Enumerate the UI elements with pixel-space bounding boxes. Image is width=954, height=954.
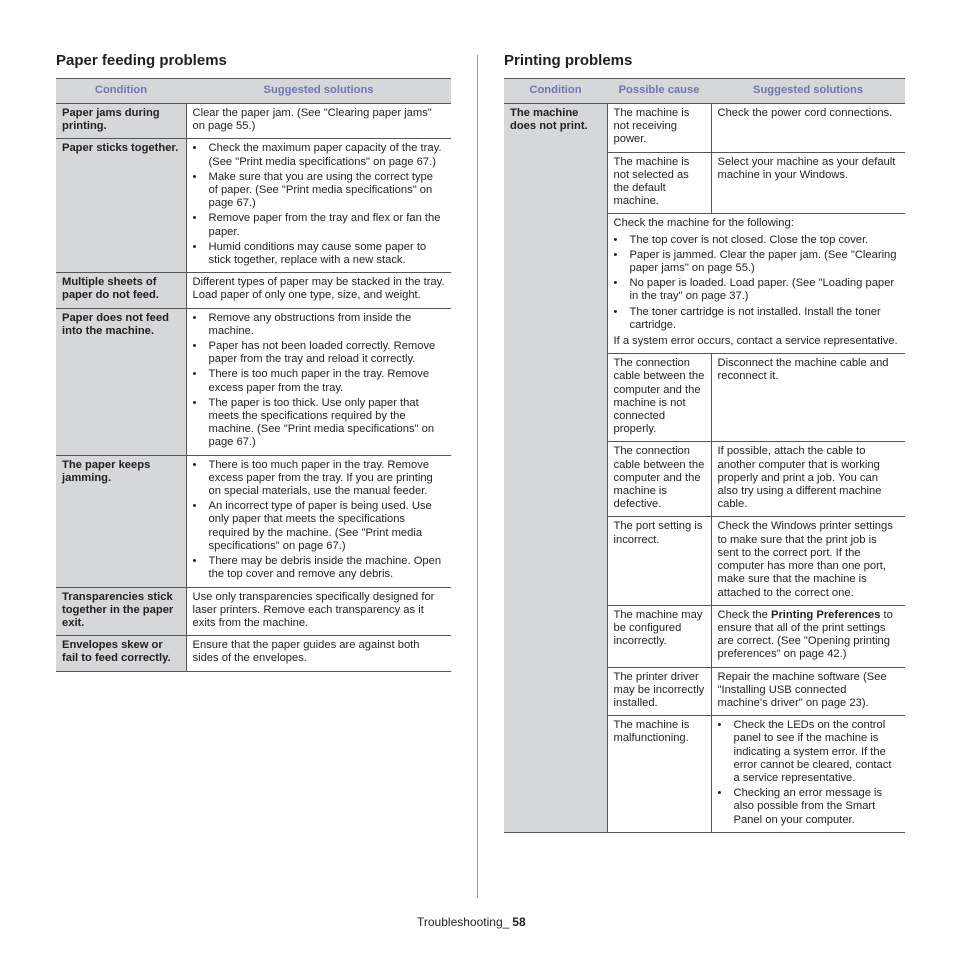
solution-cell: Check the power cord connections. [711, 104, 905, 153]
solution-cell: Ensure that the paper guides are against both sides of the envelopes. [186, 636, 451, 671]
solution-cell: Check the Printing Preferences to ensure that all of the print settings are correct. (See "Opening printing preferences" on page 42.) [711, 605, 905, 667]
solution-cell [186, 455, 451, 587]
condition-cell: The paper keeps jamming. [56, 455, 186, 587]
condition-cell: The machine does not print. [504, 104, 607, 833]
solution-cell: Select your machine as your default machine in your Windows. [711, 152, 905, 214]
list-item: • Paper is jammed. Clear the paper jam. (See "Clearing paper jams" on page 55.) [613, 248, 897, 275]
list-item: • Remove paper from the tray and flex or fan the paper. [192, 212, 441, 238]
cause-cell: The printer driver may be incorrectly installed. [607, 667, 711, 716]
list-item: • The top cover is not closed. Close the top cover. [613, 233, 869, 246]
table-row [56, 636, 451, 671]
list-item: • Check the LEDs on the control panel to see if the machine is indicating a system error. If the error cannot be cleared, contact a service representative. [717, 719, 892, 784]
col-header-cause: Possible cause [607, 79, 711, 104]
table-row [504, 104, 905, 153]
cause-cell: The machine may be configured incorrectly. [607, 605, 711, 667]
list-item: • The toner cartridge is not installed. Install the toner cartridge. [613, 305, 881, 331]
condition-cell: Multiple sheets of paper do not feed. [56, 273, 186, 308]
condition-cell: Paper does not feed into the machine. [56, 308, 186, 455]
paper-feeding-title: Paper feeding problems [56, 52, 227, 69]
col-header-solutions: Suggested solutions [186, 79, 451, 104]
solution-cell [711, 716, 905, 833]
printing-preferences-label: Printing Preferences [770, 608, 881, 621]
table-row [56, 139, 451, 273]
table-row [56, 587, 451, 636]
condition-cell: Envelopes skew or fail to feed correctly. [56, 636, 186, 671]
solution-cell: Clear the paper jam. (See "Clearing paper jams" on page 55.) [186, 104, 451, 139]
cause-cell: The machine is malfunctioning. [607, 716, 711, 833]
list-item: • The paper is too thick. Use only paper that meets the specifications required by the machine. (See "Print media specifications" on page 67.) [192, 396, 435, 449]
col-header-solutions: Suggested solutions [711, 79, 905, 104]
list-item: • Check the maximum paper capacity of the tray. (See "Print media specifications" on page 67.) [192, 142, 442, 168]
list-item: • Paper has not been loaded correctly. Remove paper from the tray and reload it correctly. [192, 340, 436, 366]
solution-cell: If possible, attach the cable to another computer that is working properly and print a job. You can also try using a different machine cable. [711, 442, 905, 517]
list-item: • No paper is loaded. Load paper. (See "Loading paper in the tray" on page 37.) [613, 277, 895, 303]
col-header-condition: Condition [56, 79, 186, 104]
condition-cell: Paper sticks together. [56, 139, 186, 273]
solution-cell: Use only transparencies specifically designed for laser printers. Remove each transparency as it exits from the machine. [186, 587, 451, 636]
list-item: • Remove any obstructions from inside the machine. [192, 311, 412, 337]
solution-cell: Repair the machine software (See "Installing USB connected machine’s driver" on page 23). [711, 667, 905, 716]
table-row [56, 273, 451, 308]
list-item: • An incorrect type of paper is being used. Use only paper that meets the specifications required by the machine. (See "Print media specifications" on page 67.) [192, 500, 432, 552]
page-footer [417, 915, 526, 929]
table-row [56, 308, 451, 455]
cause-cell: The port setting is incorrect. [607, 517, 711, 605]
checklist-cell [607, 214, 905, 354]
list-item: • Checking an error message is also possible from the Smart Panel on your computer. [717, 787, 883, 826]
condition-cell: Transparencies stick together in the paper exit. [56, 587, 186, 636]
paper-feeding-table [56, 78, 451, 672]
solution-cell [186, 139, 451, 273]
list-item: • Make sure that you are using the correct type of paper. (See "Print media specifications" on page 67.) [192, 170, 433, 210]
col-header-condition: Condition [504, 79, 607, 104]
solution-cell: Check the Windows printer settings to make sure that the print job is sent to the correct port. If the computer has more than one port, make sure that the machine is attached to the correct one. [711, 517, 905, 605]
footer-section: Troubleshooting_ [417, 915, 510, 929]
table-row [56, 104, 451, 139]
table-row [56, 455, 451, 587]
solution-cell: Disconnect the machine cable and reconnect it. [711, 354, 905, 442]
page-number: 58 [512, 915, 526, 929]
printing-problems-table [504, 78, 905, 833]
column-divider [477, 55, 478, 898]
printing-problems-title: Printing problems [504, 52, 633, 69]
cause-cell: The connection cable between the computer and the machine is not connected properly. [607, 354, 711, 442]
solution-cell [186, 308, 451, 455]
solution-cell: Different types of paper may be stacked in the tray. Load paper of only one type, size, and weight. [186, 273, 451, 308]
cause-cell: The connection cable between the computer and the machine is defective. [607, 442, 711, 517]
checklist-outro: If a system error occurs, contact a service representative. [613, 335, 898, 348]
condition-cell: Paper jams during printing. [56, 104, 186, 139]
cause-cell: The machine is not selected as the default machine. [607, 152, 711, 214]
checklist-intro: Check the machine for the following: [613, 217, 794, 230]
list-item: • There may be debris inside the machine. Open the top cover and remove any debris. [192, 555, 442, 581]
cause-cell: The machine is not receiving power. [607, 104, 711, 153]
list-item: • Humid conditions may cause some paper to stick together, replace with a new stack. [192, 240, 427, 267]
list-item: • There is too much paper in the tray. Remove excess paper from the tray. [192, 368, 430, 394]
list-item: • There is too much paper in the tray. Remove excess paper from the tray. If you are printing on special materials, use the manual feeder. [192, 458, 433, 498]
